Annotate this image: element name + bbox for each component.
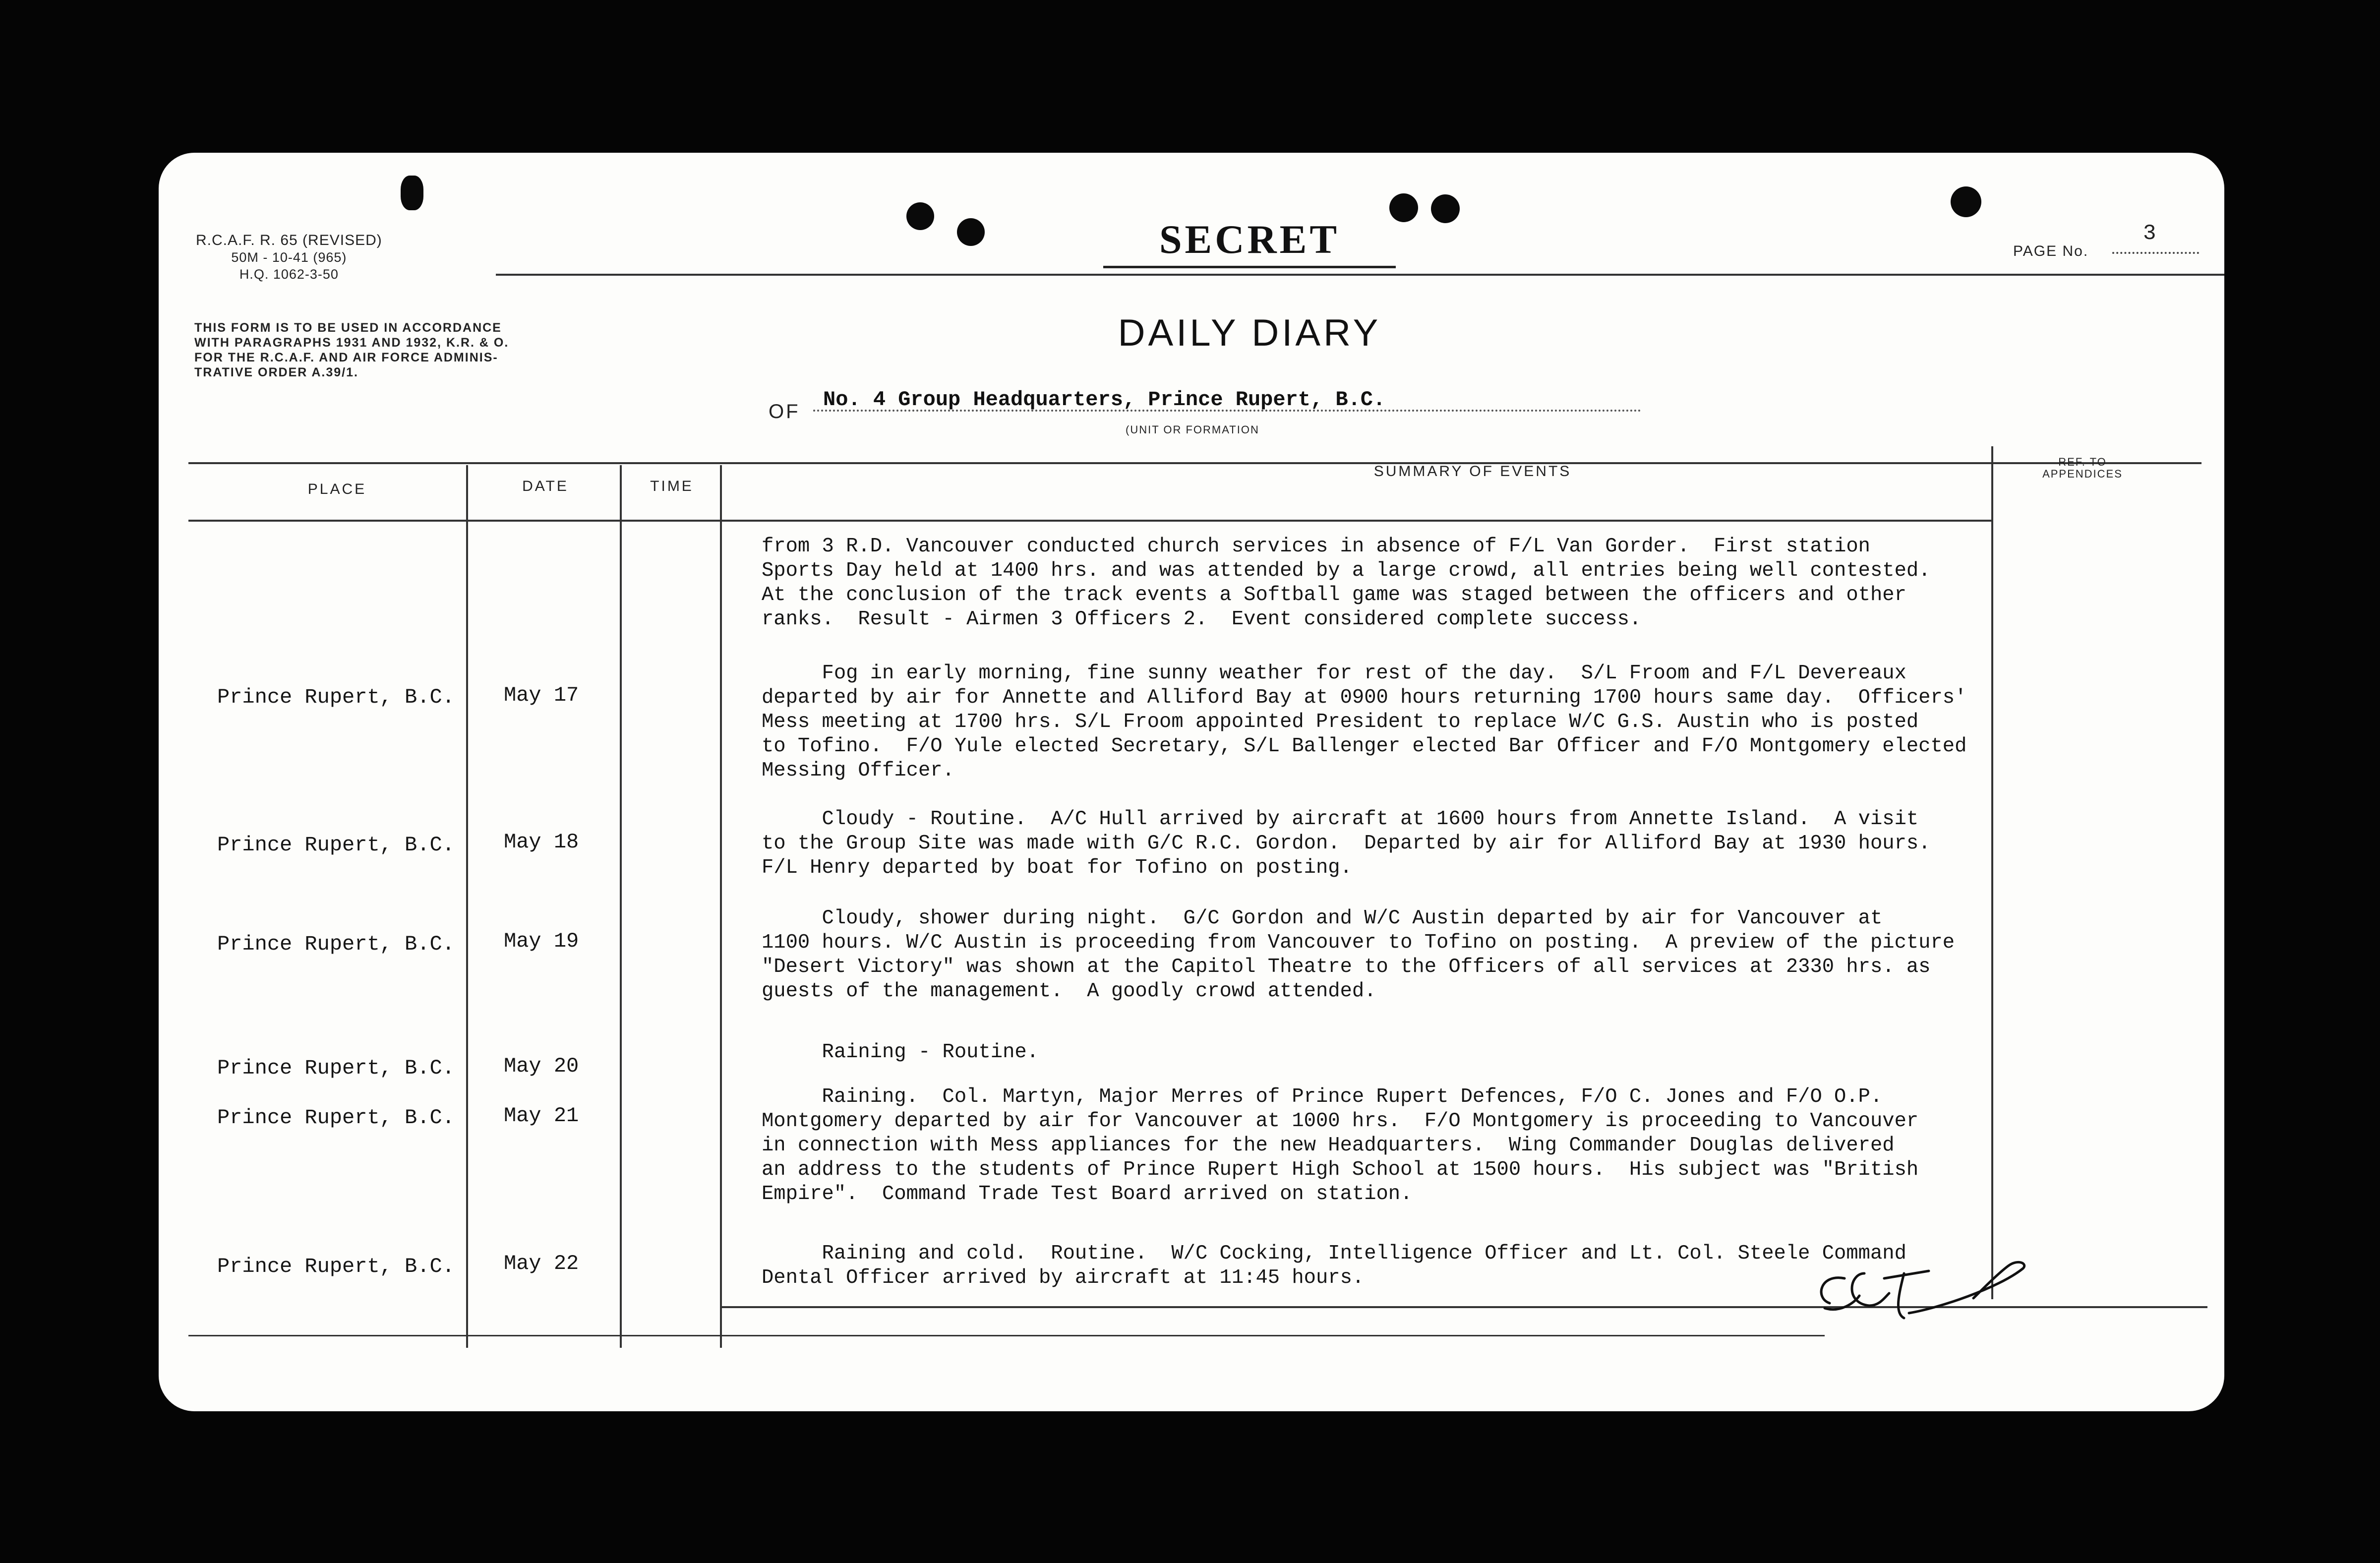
instruction-line: TRATIVE ORDER A.39/1. <box>194 365 358 379</box>
entry-date: May 20 <box>504 1054 579 1078</box>
column-header-date: DATE <box>522 478 569 494</box>
form-ref-line: R.C.A.F. R. 65 (REVISED) <box>196 232 382 248</box>
handwritten-initials <box>1810 1244 2043 1343</box>
form-bottom-rule <box>188 1335 1825 1336</box>
appendices-label: APPENDICES <box>2042 468 2123 480</box>
table-top-rule <box>188 462 2202 464</box>
entry-place: Prince Rupert, B.C. <box>217 1106 455 1130</box>
page-number-dots <box>2112 252 2199 254</box>
form-instructions <box>194 320 509 380</box>
classification-underline <box>1103 266 1396 268</box>
diary-title: DAILY DIARY <box>1118 312 1381 354</box>
punch-hole <box>957 218 985 246</box>
instruction-line: FOR THE R.C.A.F. AND AIR FORCE ADMINIS- <box>194 351 498 364</box>
unit-dotted-line <box>813 410 1641 412</box>
entry-summary: Raining and cold. Routine. W/C Cocking, Intelligence Officer and Lt. Col. Steele Command Dental Officer arrived by aircraft at 11:45 hours. <box>762 1242 1906 1289</box>
unit-value: No. 4 Group Headquarters, Prince Rupert, B.C. <box>823 388 1386 412</box>
of-label: OF <box>769 401 800 422</box>
entry-summary: Cloudy - Routine. A/C Hull arrived by aircraft at 1600 hours from Annette Island. A visit to the Group Site was made with G/C R.C. Gordon. Departed by air for Alliford Bay at 1930 hours. F/L Henry departed by boat for Tofino on posting. <box>762 808 1931 879</box>
entry-summary: Cloudy, shower during night. G/C Gordon and W/C Austin departed by air for Vancouver at 1100 hours. W/C Austin is proceeding from Vancouver to Tofino on posting. A preview of the picture "Desert Victory" was shown at the Capitol Theatre to the Officers of all services at 2330 hrs. as guests of the management. A goodly crowd attended. <box>762 907 1955 1003</box>
entry-place: Prince Rupert, B.C. <box>217 1255 455 1278</box>
entry-summary: Raining - Routine. <box>762 1041 1039 1064</box>
column-header-appendices <box>2008 456 2157 480</box>
form-reference <box>196 232 382 283</box>
punch-hole <box>401 176 423 210</box>
entry-summary: Raining. Col. Martyn, Major Merres of Prince Rupert Defences, F/O C. Jones and F/O O.P. Montgomery departed by air for Vancouver at 1000 hrs. F/O Montgomery is proceeding to Vancouver in connection with Mess appliances for the new Headquarters. Wing Commander Douglas delivered an address to the students of Prince Rupert High School at 1500 hours. His subject was "British Empire". Command Trade Test Board arrived on station. <box>762 1085 1919 1205</box>
table-header-rule <box>188 520 1993 522</box>
punch-hole <box>1951 186 1981 217</box>
entry-place: Prince Rupert, B.C. <box>217 685 455 709</box>
classification-stamp: SECRET <box>1159 217 1340 262</box>
column-header-summary: SUMMARY OF EVENTS <box>1373 463 1572 480</box>
punch-hole <box>906 202 934 230</box>
unit-caption: (UNIT OR FORMATION <box>1126 423 1259 436</box>
diary-form <box>159 153 2224 1411</box>
entry-date: May 18 <box>504 830 579 854</box>
header-rule <box>496 274 2224 276</box>
column-header-place: PLACE <box>307 481 367 497</box>
column-divider <box>466 465 468 1348</box>
page-number-field <box>2013 221 2157 260</box>
entry-date: May 17 <box>504 683 579 707</box>
entry-place: Prince Rupert, B.C. <box>217 1056 455 1080</box>
entry-date: May 21 <box>504 1104 579 1128</box>
entry-place: Prince Rupert, B.C. <box>217 833 455 857</box>
appendices-label: REF. TO <box>2058 456 2107 468</box>
entry-place: Prince Rupert, B.C. <box>217 932 455 956</box>
page-label: PAGE No. <box>2013 243 2089 259</box>
column-divider <box>620 465 622 1348</box>
punch-hole <box>1431 194 1460 223</box>
page-number-value: 3 <box>2143 221 2157 246</box>
instruction-line: WITH PARAGRAPHS 1931 AND 1932, K.R. & O. <box>194 336 509 350</box>
entry-date: May 19 <box>504 929 579 953</box>
column-divider <box>1991 446 1993 1299</box>
column-header-time: TIME <box>650 478 694 494</box>
form-ref-line: 50M - 10-41 (965) <box>231 250 347 265</box>
entry-summary: from 3 R.D. Vancouver conducted church services in absence of F/L Van Gorder. First station Sports Day held at 1400 hrs. and was attended by a large crowd, all entries being well contested. At the conclusion of the track events a Softball game was staged between the officers and other ranks. Result - Airmen 3 Officers 2. Event considered complete success. <box>762 535 1931 631</box>
column-divider <box>720 465 722 1348</box>
entry-date: May 22 <box>504 1252 579 1275</box>
entry-summary: Fog in early morning, fine sunny weather for rest of the day. S/L Froom and F/L Devereaux departed by air for Annette and Alliford Bay at 0900 hours returning 1700 hours same day. Officers' Mess meeting at 1700 hrs. S/L Froom appointed President to replace W/C G.S. Austin who is posted to Tofino. F/O Yule elected Secretary, S/L Ballenger elected Bar Officer and F/O Montgomery elected Messing Officer. <box>762 662 1967 782</box>
instruction-line: THIS FORM IS TO BE USED IN ACCORDANCE <box>194 321 502 335</box>
form-ref-line: H.Q. 1062-3-50 <box>239 267 339 282</box>
